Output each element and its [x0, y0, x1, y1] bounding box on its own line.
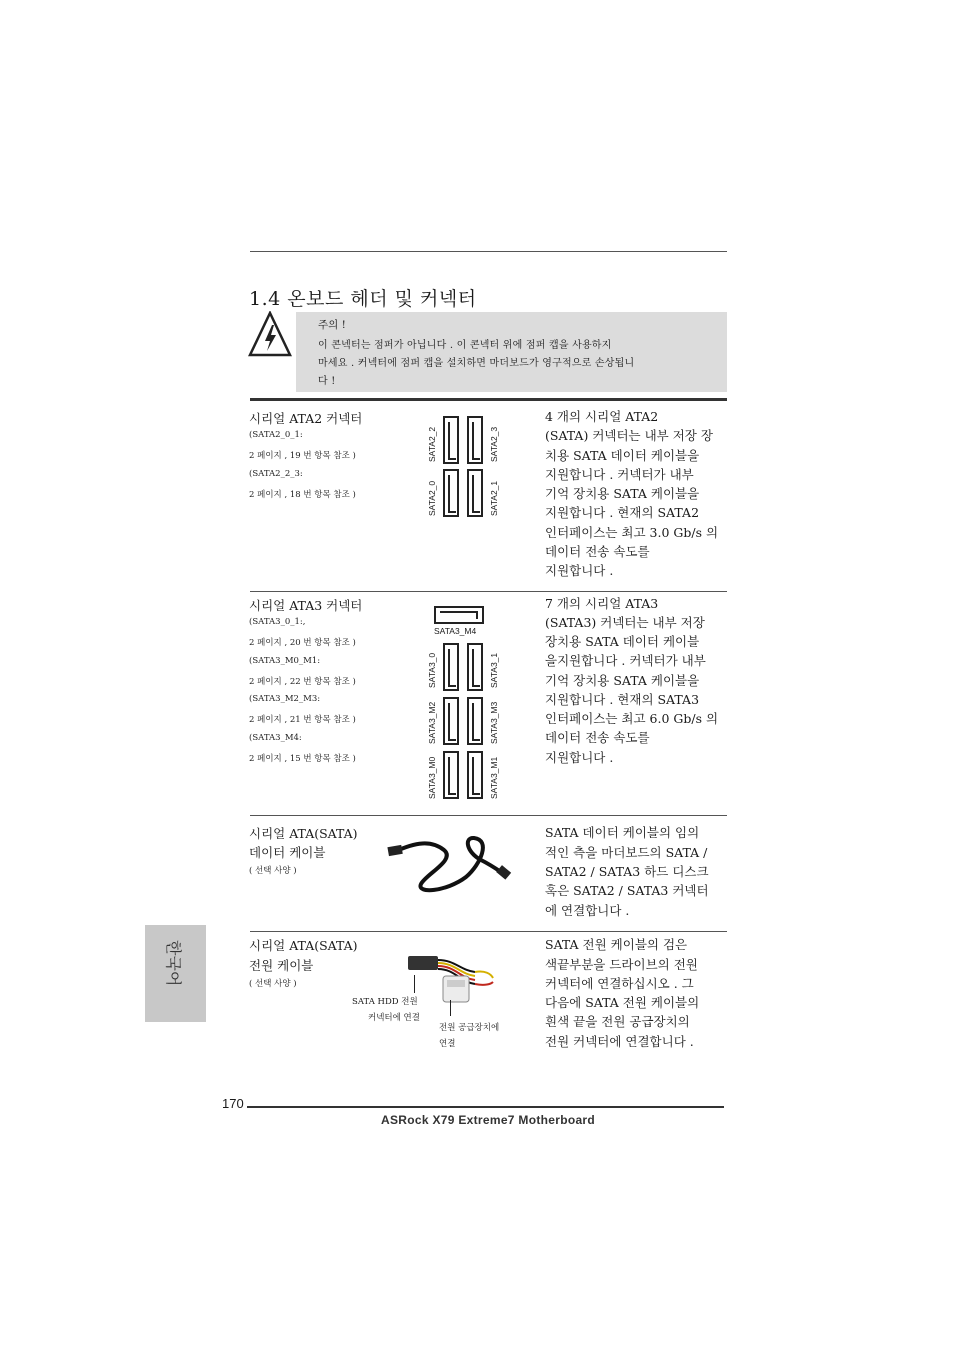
sata3-ref: (SATA3_M0_M1:	[249, 656, 321, 666]
sata3-desc: 인터페이스는 최고 6.0 Gb/s 의	[545, 711, 719, 726]
port-label: SATA3_M2	[427, 701, 437, 744]
port-label: SATA3_0	[427, 652, 437, 688]
power-label: 전원 케이블	[249, 958, 314, 973]
callout-arrow	[450, 1000, 451, 1016]
sata2-ref: 2 페이지 , 19 번 항목 참조 )	[249, 451, 356, 461]
sata3-desc: 을지원합니다 . 커넥터가 내부	[545, 653, 706, 668]
callout-hdd: SATA HDD 전원	[352, 997, 418, 1007]
warning-line: 다 !	[318, 376, 336, 387]
sata-port-connector	[434, 606, 484, 624]
language-side-label: 한국어	[164, 940, 183, 987]
sata-port-connector	[467, 416, 483, 464]
sata3-ref: (SATA3_M2_M3:	[249, 694, 321, 704]
power-desc: 다음에 SATA 전원 케이블의	[545, 995, 700, 1010]
cable-label: 시리얼 ATA(SATA)	[249, 826, 358, 841]
power-desc: 전원 커넥터에 연결합니다 .	[545, 1034, 694, 1049]
cable-desc: 에 연결합니다 .	[545, 903, 630, 918]
sata2-ref: (SATA2_2_3:	[249, 469, 303, 479]
sata-port-connector	[443, 697, 459, 745]
sata2-desc: 데이터 전송 속도를	[545, 544, 650, 559]
footer-rule	[247, 1106, 724, 1108]
row-divider	[250, 931, 727, 932]
cable-desc: SATA2 / SATA3 하드 디스크	[545, 864, 709, 879]
port-label: SATA2_2	[427, 426, 437, 462]
sata2-desc: 기억 장치용 SATA 케이블을	[545, 486, 700, 501]
cable-option: ( 선택 사양 )	[249, 866, 297, 876]
sata2-desc: 지원합니다 . 현재의 SATA2	[545, 505, 700, 520]
sata2-desc: 인터페이스는 최고 3.0 Gb/s 의	[545, 525, 719, 540]
sata-power-cable-image	[405, 950, 497, 1010]
power-option: ( 선택 사양 )	[249, 979, 297, 989]
sata2-ref: (SATA2_0_1:	[249, 430, 303, 440]
sata3-desc: 기억 장치용 SATA 케이블을	[545, 673, 700, 688]
sata3-desc: 데이터 전송 속도를	[545, 730, 650, 745]
callout-psu: 전원 공급장치에	[439, 1023, 500, 1033]
sata-port-connector	[443, 469, 459, 517]
warning-line: 이 콘넥터는 점퍼가 아닙니다 . 이 콘넥터 위에 점퍼 캡을 사용하지	[318, 340, 612, 351]
sata3-ref: 2 페이지 , 20 번 항목 참조 )	[249, 638, 356, 648]
sata3-ref: (SATA3_M4:	[249, 733, 302, 743]
callout-arrow	[414, 975, 415, 993]
warning-line: 마세요 . 커넥터에 점퍼 캡을 설치하면 마더보드가 영구적으로 손상됩니	[318, 358, 635, 369]
sata-port-connector	[467, 643, 483, 691]
port-label: SATA3_M3	[489, 701, 499, 744]
sata2-desc: 치용 SATA 데이터 케이블을	[545, 448, 700, 463]
sata-port-connector	[467, 697, 483, 745]
sata-port-connector	[443, 643, 459, 691]
sata3-desc: 지원합니다 .	[545, 750, 614, 765]
sata3-ref: 2 페이지 , 15 번 항목 참조 )	[249, 754, 356, 764]
cable-desc: 적인 측을 마더보드의 SATA /	[545, 845, 708, 860]
sata2-desc: (SATA) 커넥터는 내부 저장 장	[545, 428, 713, 443]
port-label: SATA2_0	[427, 480, 437, 516]
port-label: SATA3_1	[489, 652, 499, 688]
sata-port-connector	[443, 751, 459, 799]
warning-box	[296, 312, 727, 392]
sata3-desc: 장치용 SATA 데이터 케이블	[545, 634, 700, 649]
power-label: 시리얼 ATA(SATA)	[249, 938, 358, 953]
port-label: SATA3_M0	[427, 756, 437, 799]
power-desc: 커넥터에 연결하십시오 . 그	[545, 976, 694, 991]
sata3-desc: (SATA3) 커넥터는 내부 저장	[545, 615, 705, 630]
sata3-ref: 2 페이지 , 22 번 항목 참조 )	[249, 677, 356, 687]
row-divider	[250, 815, 727, 816]
sata3-desc: 7 개의 시리얼 ATA3	[545, 596, 659, 611]
warning-heading: 주의 !	[318, 319, 346, 331]
section-divider	[250, 398, 727, 401]
top-rule	[250, 251, 727, 252]
sata3-ref: 2 페이지 , 21 번 항목 참조 )	[249, 715, 356, 725]
sata2-desc: 지원합니다 .	[545, 563, 614, 578]
cable-label: 데이터 케이블	[249, 845, 326, 860]
callout-hdd: 커넥터에 연결	[368, 1013, 420, 1023]
sata3-label: 시리얼 ATA3 커넥터	[249, 598, 363, 613]
sata3-ref: (SATA3_0_1:,	[249, 617, 306, 627]
sata3-desc: 지원합니다 . 현재의 SATA3	[545, 692, 700, 707]
power-desc: 흰색 끝을 전원 공급장치의	[545, 1014, 690, 1029]
power-desc: 색끝부분을 드라이브의 전원	[545, 957, 698, 972]
footer-product: ASRock X79 Extreme7 Motherboard	[381, 1113, 596, 1127]
callout-psu: 연결	[439, 1039, 456, 1049]
sata-port-connector	[467, 751, 483, 799]
cable-desc: 혹은 SATA2 / SATA3 커넥터	[545, 883, 709, 898]
power-desc: SATA 전원 케이블의 검은	[545, 937, 688, 952]
row-divider	[250, 591, 727, 592]
sata2-desc: 지원합니다 . 커넥터가 내부	[545, 467, 694, 482]
port-label: SATA2_3	[489, 426, 499, 462]
cable-desc: SATA 데이터 케이블의 임의	[545, 825, 700, 840]
sata-data-cable-image	[386, 832, 516, 897]
port-label: SATA3_M4	[434, 626, 477, 636]
sata2-ref: 2 페이지 , 18 번 항목 참조 )	[249, 490, 356, 500]
sata2-label: 시리얼 ATA2 커넥터	[249, 411, 363, 426]
sata2-desc: 4 개의 시리얼 ATA2	[545, 409, 659, 424]
port-label: SATA3_M1	[489, 756, 499, 799]
sata-port-connector	[443, 416, 459, 464]
page-number: 170	[222, 1096, 244, 1111]
port-label: SATA2_1	[489, 480, 499, 516]
section-title: 1.4 온보드 헤더 및 커넥터	[249, 288, 477, 310]
warning-icon	[248, 311, 292, 357]
sata-port-connector	[467, 469, 483, 517]
